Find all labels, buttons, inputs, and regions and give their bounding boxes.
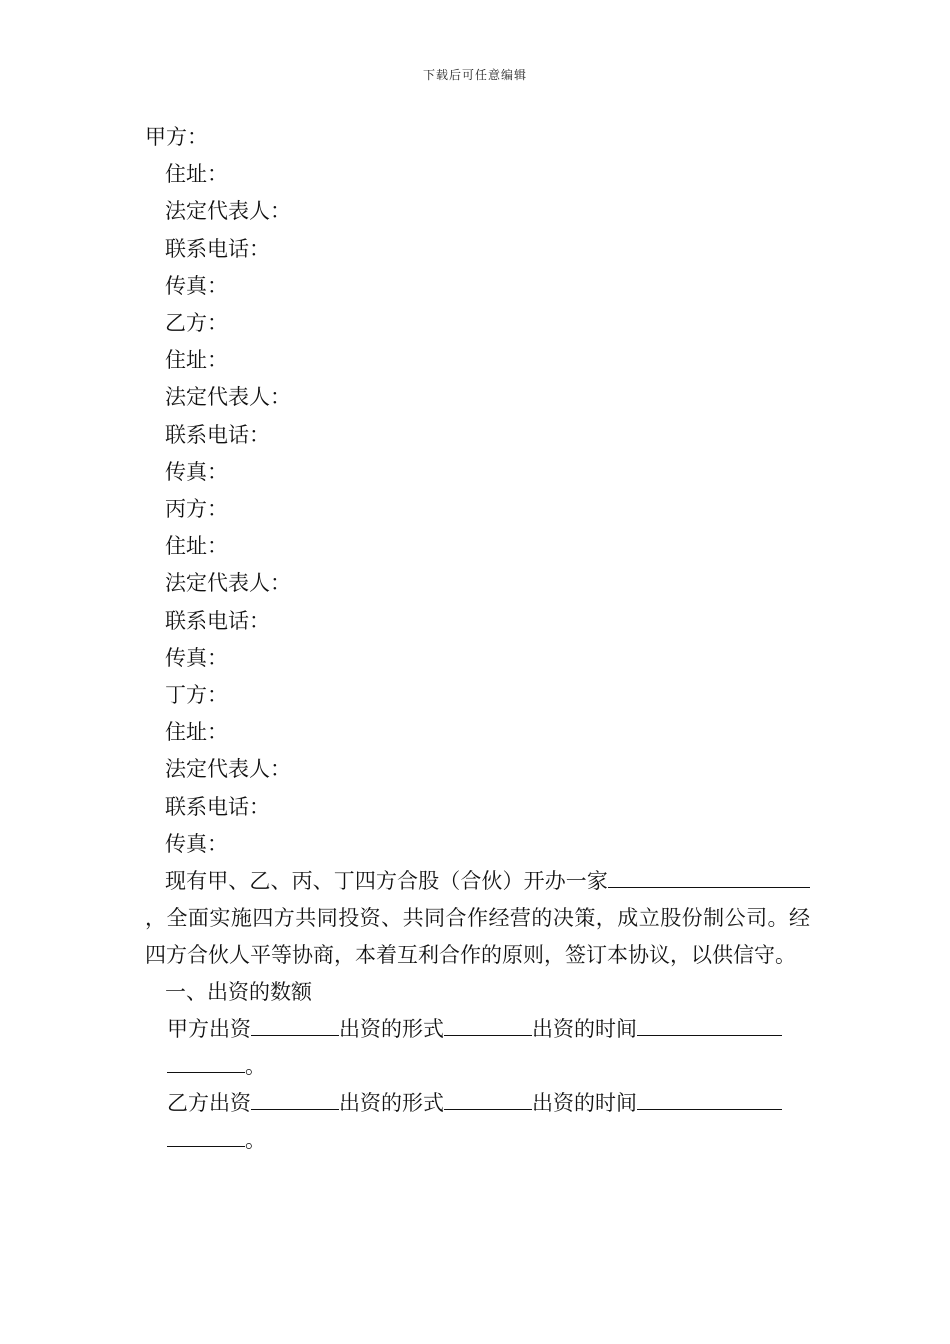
party-b-time-blank-continued[interactable] [167,1126,245,1147]
party-b-form-label: 出资的形式 [339,1091,444,1116]
party-a-time-blank[interactable] [637,1015,782,1036]
party-a-contribution-label: 甲方出资 [167,1017,251,1042]
party-b-title: 乙方： [165,311,228,336]
party-d-phone-label: 联系电话： [165,794,270,819]
party-b-representative-label: 法定代表人： [165,385,291,410]
party-b-time-blank[interactable] [637,1089,782,1110]
party-a-amount-blank[interactable] [251,1015,339,1036]
agreement-document [145,119,810,1159]
section-title-contribution-amount: 一、出资的数额 [165,980,312,1005]
party-b-amount-blank[interactable] [251,1089,339,1110]
intro-text-part2: ，全面实施四方共同投资、共同合作经营的决策，成立股份制公司。经四方合伙人平等协商，本着互利合作的原则，签订本协议，以供信守。 [145,906,810,968]
party-d-address-label: 住址： [165,720,228,745]
party-d-representative-label: 法定代表人： [165,757,291,782]
party-a-contribution-line [145,1011,810,1085]
company-name-blank[interactable] [608,867,776,888]
party-b-contribution-label: 乙方出资 [167,1091,251,1116]
party-b-phone-label: 联系电话： [165,422,270,447]
party-b-line-end: 。 [245,1128,266,1153]
party-c-fax-label: 传真： [165,645,228,670]
party-a-line-end: 。 [245,1054,266,1079]
party-a-representative-label: 法定代表人： [165,199,291,224]
page-header-note: 下载后可任意编辑 [422,68,527,82]
party-c-address-label: 住址： [165,534,228,559]
party-b-contribution-line [145,1085,810,1159]
party-a-title: 甲方： [145,125,208,149]
party-a-form-blank[interactable] [444,1015,532,1036]
party-b-fax-label: 传真： [165,459,228,484]
party-b-time-label: 出资的时间 [532,1091,637,1116]
party-b-form-blank[interactable] [444,1089,532,1110]
party-c-representative-label: 法定代表人： [165,571,291,596]
company-name-blank-continued[interactable] [776,867,810,888]
party-d-fax-label: 传真： [165,831,228,856]
party-a-form-label: 出资的形式 [339,1017,444,1042]
party-a-address-label: 住址： [165,162,228,187]
party-c-title: 丙方： [165,497,228,522]
intro-paragraph [145,863,810,974]
intro-text-part1: 现有甲、乙、丙、丁四方合股（合伙）开办一家 [165,869,608,894]
party-c-phone-label: 联系电话： [165,608,270,633]
party-a-fax-label: 传真： [165,273,228,298]
party-d-title: 丁方： [165,683,228,708]
party-a-time-blank-continued[interactable] [167,1052,245,1073]
party-a-time-label: 出资的时间 [532,1017,637,1042]
party-b-address-label: 住址： [165,348,228,373]
party-a-phone-label: 联系电话： [165,236,270,261]
